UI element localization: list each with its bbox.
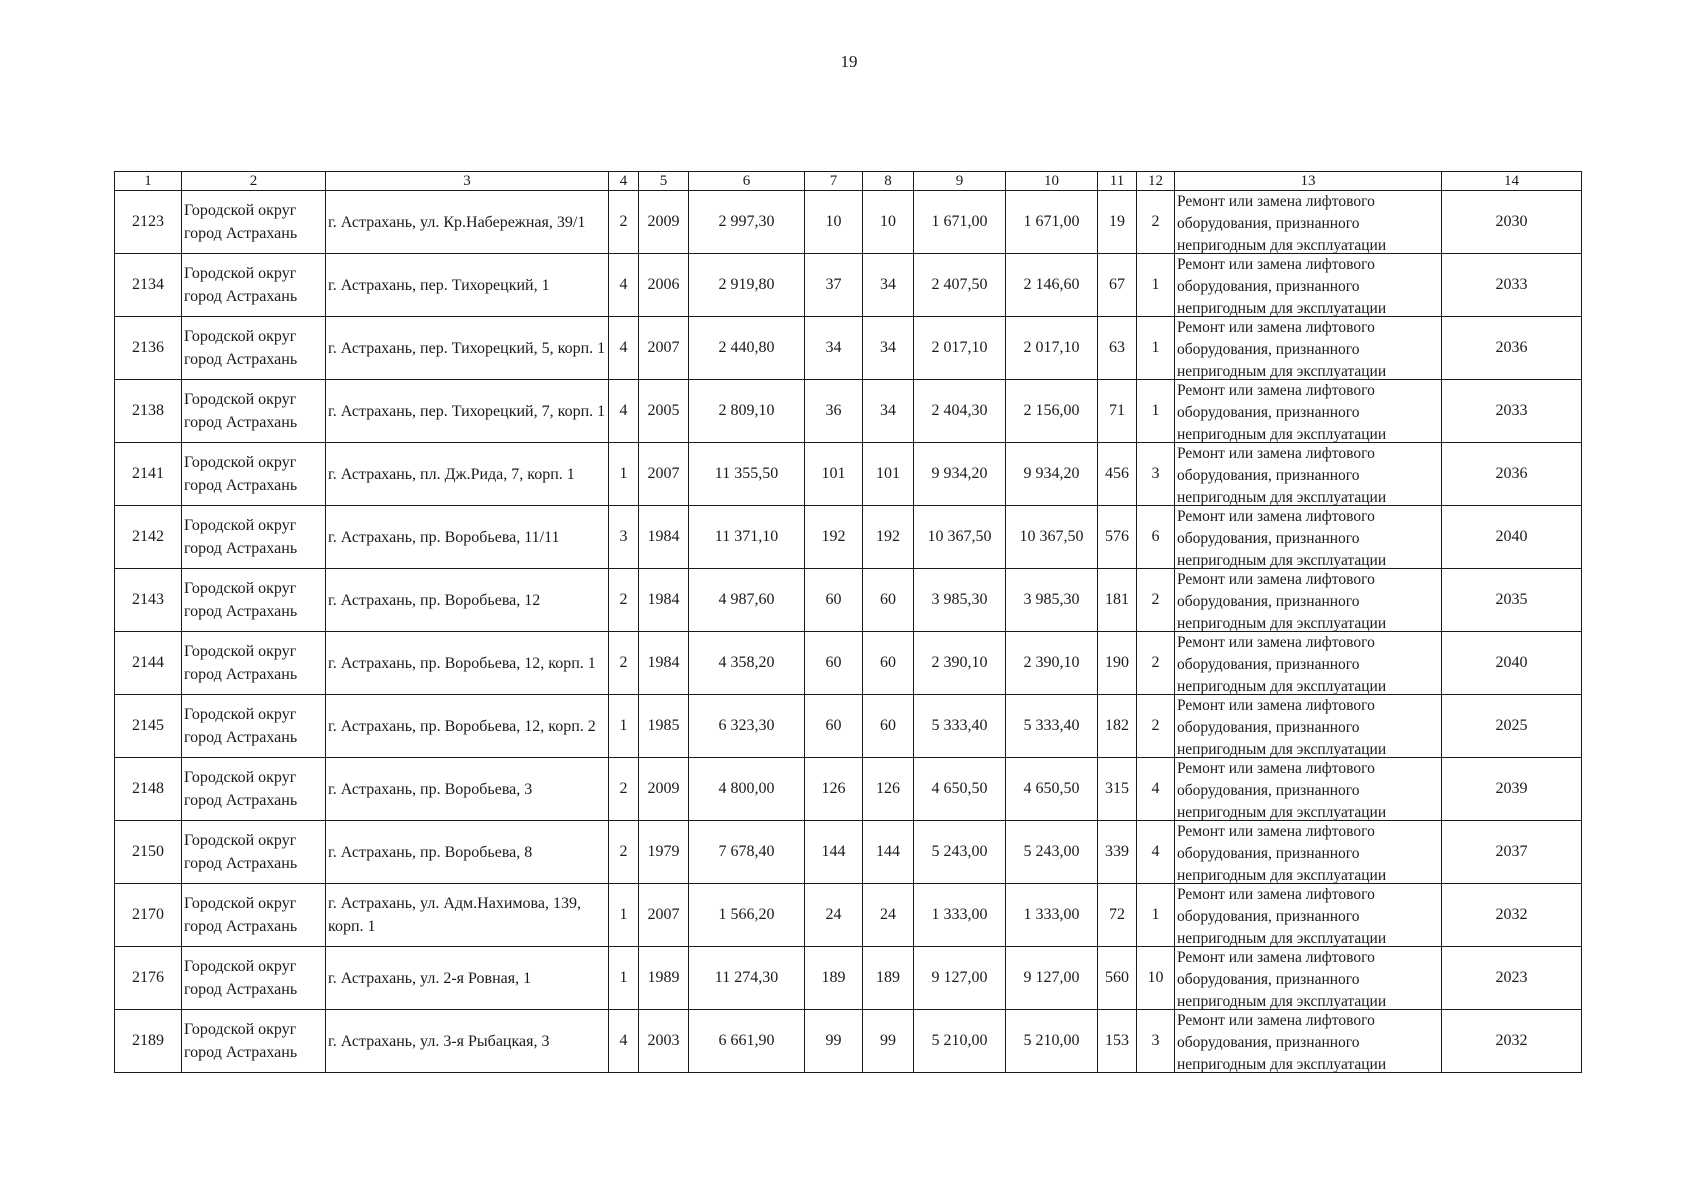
col-work-type-cell <box>1175 695 1442 758</box>
col-floors-cell: 4 <box>609 380 639 443</box>
col-8-cell: 189 <box>863 947 914 1010</box>
col-floors-cell: 4 <box>609 317 639 380</box>
col-row-number-cell: 2176 <box>115 947 182 1010</box>
col-9-cell: 3 985,30 <box>914 569 1006 632</box>
col-floors-cell: 2 <box>609 569 639 632</box>
col-municipality-cell: Городской округ город Астрахань <box>182 317 326 380</box>
col-8-cell: 144 <box>863 821 914 884</box>
col-address-cell: г. Астрахань, пр. Воробьева, 12, корп. 2 <box>326 695 609 758</box>
table-row <box>115 443 1582 506</box>
column-number: 11 <box>1098 172 1137 191</box>
table-row <box>115 506 1582 569</box>
col-7-cell: 36 <box>805 380 863 443</box>
col-work-type-cell <box>1175 443 1442 506</box>
col-address-cell: г. Астрахань, пр. Воробьева, 12 <box>326 569 609 632</box>
col-work-type-cell <box>1175 380 1442 443</box>
col-12-cell: 1 <box>1137 317 1175 380</box>
work-type-text: Ремонт или замена лифтового оборудования, признанного непригодным для эксплуатации <box>1177 823 1387 883</box>
col-planned-year-cell: 2040 <box>1442 506 1582 569</box>
col-row-number-cell: 2123 <box>115 191 182 254</box>
col-year-cell: 1984 <box>639 506 689 569</box>
col-11-cell: 560 <box>1098 947 1137 1010</box>
col-row-number-cell: 2142 <box>115 506 182 569</box>
col-address-cell: г. Астрахань, ул. 3-я Рыбацкая, 3 <box>326 1010 609 1073</box>
col-10-cell: 9 127,00 <box>1006 947 1098 1010</box>
col-row-number-cell: 2136 <box>115 317 182 380</box>
col-work-type-cell <box>1175 191 1442 254</box>
col-work-type-cell <box>1175 254 1442 317</box>
col-address-cell: г. Астрахань, ул. Адм.Нахимова, 139, корп. 1 <box>326 884 609 947</box>
col-planned-year-cell: 2033 <box>1442 254 1582 317</box>
col-total-area-cell: 4 987,60 <box>689 569 805 632</box>
col-10-cell: 2 390,10 <box>1006 632 1098 695</box>
col-year-cell: 2003 <box>639 1010 689 1073</box>
col-9-cell: 1 333,00 <box>914 884 1006 947</box>
col-11-cell: 190 <box>1098 632 1137 695</box>
col-work-type-cell <box>1175 317 1442 380</box>
col-12-cell: 1 <box>1137 884 1175 947</box>
col-total-area-cell: 2 440,80 <box>689 317 805 380</box>
work-type-text: Ремонт или замена лифтового оборудования, признанного непригодным для эксплуатации <box>1177 886 1387 946</box>
col-floors-cell: 1 <box>609 884 639 947</box>
col-year-cell: 1979 <box>639 821 689 884</box>
col-work-type-cell <box>1175 821 1442 884</box>
work-type-text: Ремонт или замена лифтового оборудования, признанного непригодным для эксплуатации <box>1177 571 1387 631</box>
col-year-cell: 2009 <box>639 191 689 254</box>
col-year-cell: 2006 <box>639 254 689 317</box>
col-floors-cell: 3 <box>609 506 639 569</box>
col-7-cell: 37 <box>805 254 863 317</box>
column-number: 4 <box>609 172 639 191</box>
col-10-cell: 5 333,40 <box>1006 695 1098 758</box>
column-number: 5 <box>639 172 689 191</box>
table-row <box>115 191 1582 254</box>
col-9-cell: 9 127,00 <box>914 947 1006 1010</box>
col-11-cell: 576 <box>1098 506 1137 569</box>
col-7-cell: 60 <box>805 695 863 758</box>
col-municipality-cell: Городской округ город Астрахань <box>182 758 326 821</box>
col-floors-cell: 2 <box>609 191 639 254</box>
col-12-cell: 4 <box>1137 758 1175 821</box>
col-7-cell: 192 <box>805 506 863 569</box>
col-planned-year-cell: 2036 <box>1442 317 1582 380</box>
work-type-text: Ремонт или замена лифтового оборудования, признанного непригодным для эксплуатации <box>1177 697 1387 757</box>
col-7-cell: 60 <box>805 632 863 695</box>
col-total-area-cell: 11 355,50 <box>689 443 805 506</box>
col-year-cell: 1985 <box>639 695 689 758</box>
col-floors-cell: 1 <box>609 695 639 758</box>
col-row-number-cell: 2134 <box>115 254 182 317</box>
col-address-cell: г. Астрахань, ул. 2-я Ровная, 1 <box>326 947 609 1010</box>
col-9-cell: 5 333,40 <box>914 695 1006 758</box>
col-12-cell: 1 <box>1137 254 1175 317</box>
col-address-cell: г. Астрахань, пер. Тихорецкий, 7, корп. 1 <box>326 380 609 443</box>
col-year-cell: 1984 <box>639 569 689 632</box>
col-total-area-cell: 2 997,30 <box>689 191 805 254</box>
col-municipality-cell: Городской округ город Астрахань <box>182 632 326 695</box>
col-floors-cell: 2 <box>609 821 639 884</box>
col-total-area-cell: 2 919,80 <box>689 254 805 317</box>
column-number-row <box>115 172 1582 191</box>
col-7-cell: 126 <box>805 758 863 821</box>
col-address-cell: г. Астрахань, пр. Воробьева, 3 <box>326 758 609 821</box>
col-row-number-cell: 2138 <box>115 380 182 443</box>
col-9-cell: 2 390,10 <box>914 632 1006 695</box>
col-municipality-cell: Городской округ город Астрахань <box>182 191 326 254</box>
col-12-cell: 3 <box>1137 1010 1175 1073</box>
col-address-cell: г. Астрахань, пр. Воробьева, 8 <box>326 821 609 884</box>
column-number: 9 <box>914 172 1006 191</box>
col-municipality-cell: Городской округ город Астрахань <box>182 380 326 443</box>
table-row <box>115 380 1582 443</box>
col-7-cell: 34 <box>805 317 863 380</box>
work-type-text: Ремонт или замена лифтового оборудования, признанного непригодным для эксплуатации <box>1177 760 1387 820</box>
col-work-type-cell <box>1175 884 1442 947</box>
col-row-number-cell: 2189 <box>115 1010 182 1073</box>
work-type-text: Ремонт или замена лифтового оборудования, признанного непригодным для эксплуатации <box>1177 319 1387 379</box>
col-10-cell: 3 985,30 <box>1006 569 1098 632</box>
column-number: 3 <box>326 172 609 191</box>
col-11-cell: 315 <box>1098 758 1137 821</box>
col-11-cell: 182 <box>1098 695 1137 758</box>
col-address-cell: г. Астрахань, пер. Тихорецкий, 1 <box>326 254 609 317</box>
col-work-type-cell <box>1175 569 1442 632</box>
col-year-cell: 2007 <box>639 317 689 380</box>
col-12-cell: 3 <box>1137 443 1175 506</box>
col-7-cell: 144 <box>805 821 863 884</box>
column-number: 2 <box>182 172 326 191</box>
col-municipality-cell: Городской округ город Астрахань <box>182 254 326 317</box>
col-work-type-cell <box>1175 632 1442 695</box>
col-row-number-cell: 2144 <box>115 632 182 695</box>
col-floors-cell: 1 <box>609 947 639 1010</box>
col-municipality-cell: Городской округ город Астрахань <box>182 443 326 506</box>
col-10-cell: 4 650,50 <box>1006 758 1098 821</box>
col-total-area-cell: 6 323,30 <box>689 695 805 758</box>
col-floors-cell: 1 <box>609 443 639 506</box>
table-row <box>115 947 1582 1010</box>
work-type-text: Ремонт или замена лифтового оборудования, признанного непригодным для эксплуатации <box>1177 445 1387 505</box>
col-7-cell: 99 <box>805 1010 863 1073</box>
col-address-cell: г. Астрахань, пр. Воробьева, 11/11 <box>326 506 609 569</box>
col-total-area-cell: 4 800,00 <box>689 758 805 821</box>
col-address-cell: г. Астрахань, пер. Тихорецкий, 5, корп. 1 <box>326 317 609 380</box>
col-floors-cell: 2 <box>609 632 639 695</box>
col-10-cell: 10 367,50 <box>1006 506 1098 569</box>
col-8-cell: 192 <box>863 506 914 569</box>
col-floors-cell: 4 <box>609 1010 639 1073</box>
col-row-number-cell: 2143 <box>115 569 182 632</box>
col-11-cell: 153 <box>1098 1010 1137 1073</box>
col-total-area-cell: 2 809,10 <box>689 380 805 443</box>
col-9-cell: 2 407,50 <box>914 254 1006 317</box>
table-row <box>115 758 1582 821</box>
work-type-text: Ремонт или замена лифтового оборудования, признанного непригодным для эксплуатации <box>1177 1012 1387 1072</box>
col-planned-year-cell: 2030 <box>1442 191 1582 254</box>
col-row-number-cell: 2148 <box>115 758 182 821</box>
table-row <box>115 569 1582 632</box>
col-12-cell: 2 <box>1137 632 1175 695</box>
col-12-cell: 2 <box>1137 191 1175 254</box>
work-type-text: Ремонт или замена лифтового оборудования, признанного непригодным для эксплуатации <box>1177 256 1387 316</box>
col-9-cell: 5 210,00 <box>914 1010 1006 1073</box>
col-11-cell: 181 <box>1098 569 1137 632</box>
col-municipality-cell: Городской округ город Астрахань <box>182 947 326 1010</box>
col-work-type-cell <box>1175 758 1442 821</box>
work-type-text: Ремонт или замена лифтового оборудования, признанного непригодным для эксплуатации <box>1177 634 1387 694</box>
col-planned-year-cell: 2039 <box>1442 758 1582 821</box>
col-total-area-cell: 11 274,30 <box>689 947 805 1010</box>
col-work-type-cell <box>1175 947 1442 1010</box>
table-row <box>115 317 1582 380</box>
table-row <box>115 632 1582 695</box>
col-11-cell: 67 <box>1098 254 1137 317</box>
work-type-text: Ремонт или замена лифтового оборудования, признанного непригодным для эксплуатации <box>1177 193 1387 253</box>
col-10-cell: 9 934,20 <box>1006 443 1098 506</box>
col-planned-year-cell: 2040 <box>1442 632 1582 695</box>
col-8-cell: 60 <box>863 632 914 695</box>
col-floors-cell: 2 <box>609 758 639 821</box>
col-address-cell: г. Астрахань, ул. Кр.Набережная, 39/1 <box>326 191 609 254</box>
table-row <box>115 1010 1582 1073</box>
col-planned-year-cell: 2036 <box>1442 443 1582 506</box>
col-planned-year-cell: 2025 <box>1442 695 1582 758</box>
col-row-number-cell: 2141 <box>115 443 182 506</box>
col-7-cell: 24 <box>805 884 863 947</box>
col-11-cell: 72 <box>1098 884 1137 947</box>
col-8-cell: 60 <box>863 569 914 632</box>
table-row <box>115 254 1582 317</box>
col-8-cell: 34 <box>863 380 914 443</box>
table-row <box>115 821 1582 884</box>
col-8-cell: 99 <box>863 1010 914 1073</box>
col-10-cell: 5 210,00 <box>1006 1010 1098 1073</box>
col-planned-year-cell: 2035 <box>1442 569 1582 632</box>
col-8-cell: 101 <box>863 443 914 506</box>
col-10-cell: 2 146,60 <box>1006 254 1098 317</box>
col-planned-year-cell: 2032 <box>1442 1010 1582 1073</box>
work-type-text: Ремонт или замена лифтового оборудования, признанного непригодным для эксплуатации <box>1177 382 1387 442</box>
col-9-cell: 2 017,10 <box>914 317 1006 380</box>
col-10-cell: 5 243,00 <box>1006 821 1098 884</box>
col-total-area-cell: 4 358,20 <box>689 632 805 695</box>
table-row <box>115 695 1582 758</box>
col-address-cell: г. Астрахань, пл. Дж.Рида, 7, корп. 1 <box>326 443 609 506</box>
col-7-cell: 60 <box>805 569 863 632</box>
col-8-cell: 10 <box>863 191 914 254</box>
col-total-area-cell: 1 566,20 <box>689 884 805 947</box>
column-number: 10 <box>1006 172 1098 191</box>
page-number: 19 <box>840 52 858 71</box>
housing-repair-table <box>114 171 1582 1073</box>
column-number: 7 <box>805 172 863 191</box>
col-10-cell: 1 333,00 <box>1006 884 1098 947</box>
col-year-cell: 2007 <box>639 443 689 506</box>
col-9-cell: 5 243,00 <box>914 821 1006 884</box>
col-work-type-cell <box>1175 1010 1442 1073</box>
col-9-cell: 1 671,00 <box>914 191 1006 254</box>
column-number: 14 <box>1442 172 1582 191</box>
col-year-cell: 2009 <box>639 758 689 821</box>
col-11-cell: 19 <box>1098 191 1137 254</box>
table-row <box>115 884 1582 947</box>
col-total-area-cell: 7 678,40 <box>689 821 805 884</box>
col-11-cell: 63 <box>1098 317 1137 380</box>
col-municipality-cell: Городской округ город Астрахань <box>182 569 326 632</box>
col-9-cell: 9 934,20 <box>914 443 1006 506</box>
col-12-cell: 2 <box>1137 695 1175 758</box>
column-number: 6 <box>689 172 805 191</box>
col-address-cell: г. Астрахань, пр. Воробьева, 12, корп. 1 <box>326 632 609 695</box>
col-municipality-cell: Городской округ город Астрахань <box>182 695 326 758</box>
col-9-cell: 4 650,50 <box>914 758 1006 821</box>
col-10-cell: 2 156,00 <box>1006 380 1098 443</box>
work-type-text: Ремонт или замена лифтового оборудования, признанного непригодным для эксплуатации <box>1177 949 1387 1009</box>
col-7-cell: 101 <box>805 443 863 506</box>
col-8-cell: 24 <box>863 884 914 947</box>
col-row-number-cell: 2145 <box>115 695 182 758</box>
col-7-cell: 189 <box>805 947 863 1010</box>
col-9-cell: 2 404,30 <box>914 380 1006 443</box>
column-number: 1 <box>115 172 182 191</box>
col-11-cell: 71 <box>1098 380 1137 443</box>
col-7-cell: 10 <box>805 191 863 254</box>
column-number: 8 <box>863 172 914 191</box>
col-year-cell: 1984 <box>639 632 689 695</box>
col-8-cell: 60 <box>863 695 914 758</box>
column-number: 13 <box>1175 172 1442 191</box>
col-12-cell: 10 <box>1137 947 1175 1010</box>
col-work-type-cell <box>1175 506 1442 569</box>
col-planned-year-cell: 2032 <box>1442 884 1582 947</box>
col-year-cell: 1989 <box>639 947 689 1010</box>
work-type-text: Ремонт или замена лифтового оборудования, признанного непригодным для эксплуатации <box>1177 508 1387 568</box>
col-year-cell: 2005 <box>639 380 689 443</box>
column-number: 12 <box>1137 172 1175 191</box>
col-municipality-cell: Городской округ город Астрахань <box>182 821 326 884</box>
col-12-cell: 4 <box>1137 821 1175 884</box>
col-12-cell: 2 <box>1137 569 1175 632</box>
col-total-area-cell: 6 661,90 <box>689 1010 805 1073</box>
col-total-area-cell: 11 371,10 <box>689 506 805 569</box>
col-8-cell: 126 <box>863 758 914 821</box>
col-planned-year-cell: 2033 <box>1442 380 1582 443</box>
col-10-cell: 2 017,10 <box>1006 317 1098 380</box>
col-8-cell: 34 <box>863 317 914 380</box>
col-municipality-cell: Городской округ город Астрахань <box>182 1010 326 1073</box>
col-floors-cell: 4 <box>609 254 639 317</box>
col-12-cell: 6 <box>1137 506 1175 569</box>
col-planned-year-cell: 2037 <box>1442 821 1582 884</box>
col-row-number-cell: 2170 <box>115 884 182 947</box>
col-planned-year-cell: 2023 <box>1442 947 1582 1010</box>
col-municipality-cell: Городской округ город Астрахань <box>182 506 326 569</box>
col-8-cell: 34 <box>863 254 914 317</box>
col-row-number-cell: 2150 <box>115 821 182 884</box>
col-11-cell: 456 <box>1098 443 1137 506</box>
col-10-cell: 1 671,00 <box>1006 191 1098 254</box>
col-municipality-cell: Городской округ город Астрахань <box>182 884 326 947</box>
col-11-cell: 339 <box>1098 821 1137 884</box>
col-9-cell: 10 367,50 <box>914 506 1006 569</box>
col-12-cell: 1 <box>1137 380 1175 443</box>
col-year-cell: 2007 <box>639 884 689 947</box>
